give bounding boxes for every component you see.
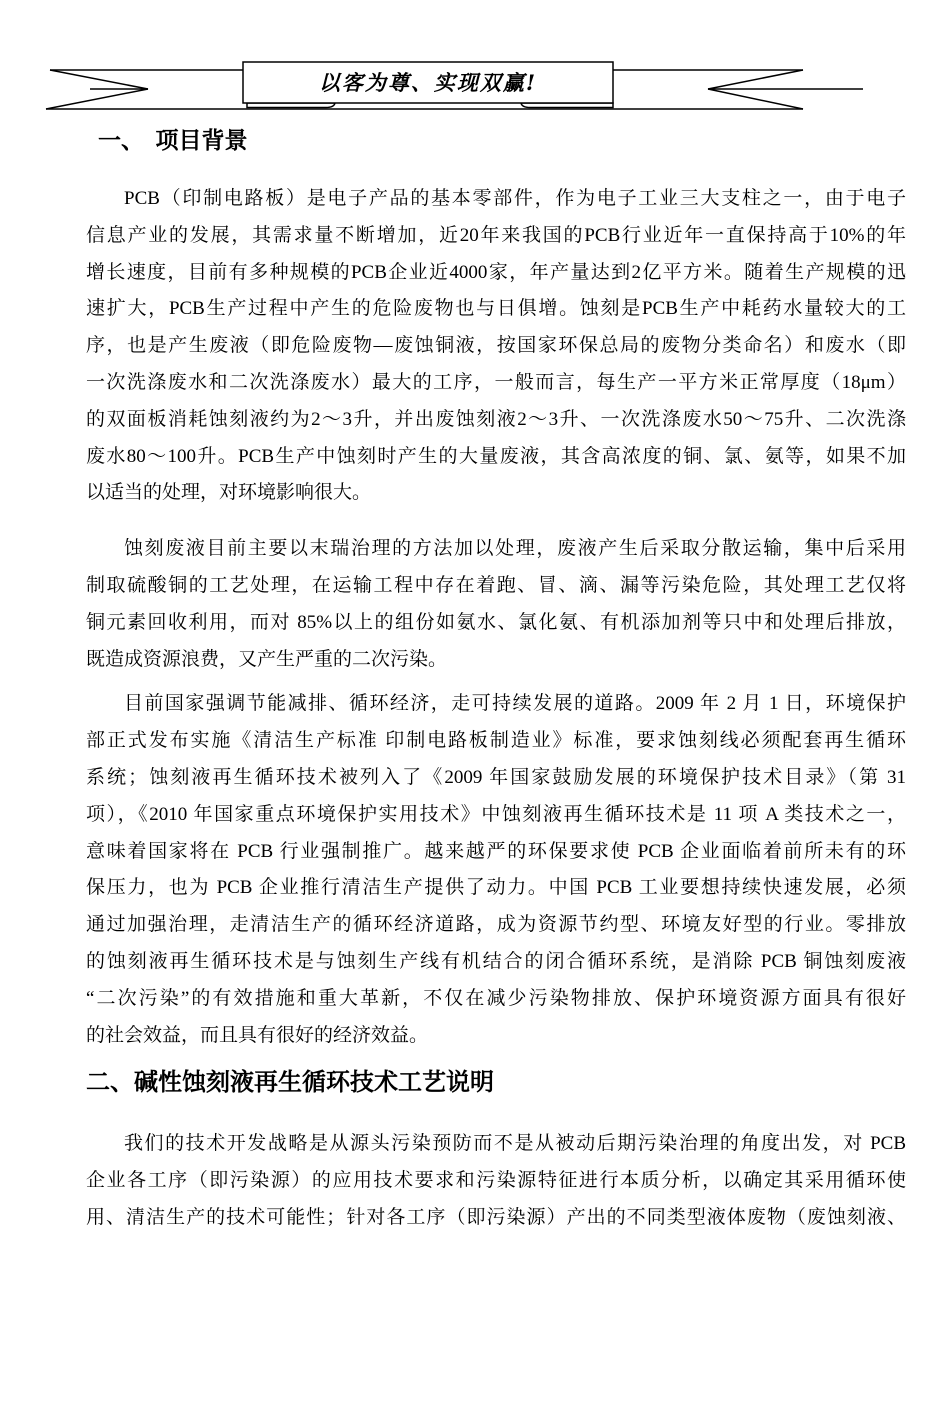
paragraph-line: 信息产业的发展，其需求量不断增加，近20年来我国的PCB行业近年一直保持高于10%的年 [86, 224, 906, 246]
paragraph-line: 一次洗涤废水和二次洗涤废水）最大的工序，一般而言，每生产一平方米正常厚度（18μm） [86, 371, 906, 393]
paragraph-line: 用、清洁生产的技术可能性；针对各工序（即污染源）产出的不同类型液体废物（废蚀刻液、 [86, 1206, 906, 1228]
paragraph-line: 项），《2010 年国家重点环境保护实用技术》中蚀刻液再生循环技术是 11 项 A 类技术之一， [86, 803, 906, 825]
paragraph-line: 保压力，也为 PCB 企业推行清洁生产提供了动力。中国 PCB 工业要想持续快速发展，必须 [86, 877, 906, 899]
paragraph-2 [86, 531, 906, 678]
paragraph-line: “二次污染”的有效措施和重大革新，不仅在减少污染物排放、保护环境资源方面具有很好 [86, 987, 906, 1009]
paragraph-line: 废水80～100升。PCB生产中蚀刻时产生的大量废液，其含高浓度的铜、氯、氨等，如果不加 [86, 445, 906, 467]
section-heading-2: 二、碱性蚀刻液再生循环技术工艺说明 [86, 1070, 494, 1097]
paragraph-line: 目前国家强调节能减排、循环经济，走可持续发展的道路。2009 年 2 月 1 日，环境保护 [124, 693, 906, 715]
document-body [86, 126, 906, 1237]
document-page [0, 56, 950, 1401]
paragraph-line: 通过加强治理，走清洁生产的循环经济道路，成为资源节约型、环境友好型的行业。零排放 [86, 914, 906, 936]
paragraph-line: 以适当的处理，对环境影响很大。 [86, 482, 372, 504]
paragraph-3 [86, 686, 906, 1054]
paragraph-line: 序，也是产生废液（即危险废物—废蚀铜液，按国家环保总局的废物分类命名）和废水（即 [86, 335, 906, 357]
paragraph-line: 既造成资源浪费，又产生严重的二次污染。 [86, 648, 448, 670]
section-heading-1: 一、 项目背景 [98, 128, 248, 153]
paragraph-1 [86, 181, 906, 512]
paragraph-line: 企业各工序（即污染源）的应用技术要求和污染源特征进行本质分析，以确定其采用循环使 [86, 1170, 906, 1192]
banner-slogan: 以客为尊、实现双赢! [318, 70, 538, 95]
paragraph-line: 的社会效益，而且具有很好的经济效益。 [86, 1024, 429, 1046]
ribbon-banner [45, 56, 905, 118]
paragraph-line: 速扩大，PCB生产过程中产生的危险废物也与日俱增。蚀刻是PCB生产中耗药水量较大的工 [86, 298, 906, 320]
paragraph-line: 的蚀刻液再生循环技术是与蚀刻生产线有机结合的闭合循环系统，是消除 PCB 铜蚀刻废液 [86, 950, 906, 972]
paragraph-line: 增长速度，目前有多种规模的PCB企业近4000家，年产量达到2亿平方米。随着生产规模的迅 [86, 261, 906, 283]
paragraph-line: PCB（印制电路板）是电子产品的基本零部件，作为电子工业三大支柱之一，由于电子 [124, 188, 906, 209]
paragraph-line: 制取硫酸铜的工艺处理，在运输工程中存在着跑、冒、滴、漏等污染危险，其处理工艺仅将 [86, 574, 906, 596]
paragraph-line: 我们的技术开发战略是从源头污染预防而不是从被动后期污染治理的角度出发，对 PCB [124, 1133, 906, 1155]
paragraph-line: 系统；蚀刻液再生循环技术被列入了《2009 年国家鼓励发展的环境保护技术目录》（第 31 [86, 766, 906, 788]
paragraph-4 [86, 1126, 906, 1236]
paragraph-line: 铜元素回收利用，而对 85%以上的组份如氨水、氯化氨、有机添加剂等只中和处理后排放， [86, 611, 906, 633]
paragraph-line: 蚀刻废液目前主要以末瑞治理的方法加以处理，废液产生后采取分散运输，集中后采用 [124, 538, 906, 560]
paragraph-line: 意味着国家将在 PCB 行业强制推广。越来越严的环保要求使 PCB 企业面临着前所未有的环 [86, 840, 906, 862]
paragraph-line: 的双面板消耗蚀刻液约为2～3升，并出废蚀刻液2～3升、一次洗涤废水50～75升、二次洗涤 [86, 408, 906, 430]
paragraph-line: 部正式发布实施《清洁生产标准 印制电路板制造业》标准，要求蚀刻线必须配套再生循环 [86, 730, 906, 752]
